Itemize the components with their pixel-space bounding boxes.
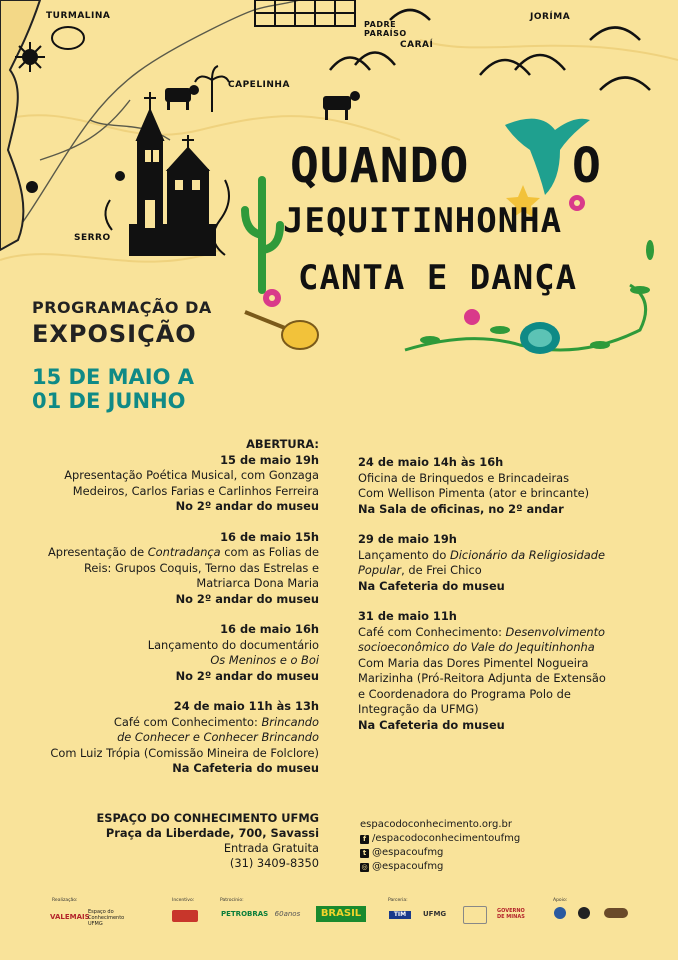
facebook-handle[interactable]: /espacodoconhecimentoufmg [372,833,521,844]
facebook-icon: f [360,835,369,844]
event-desc [29,545,319,561]
event-title-italic: Os Meninos e o Boi [210,653,319,667]
event-opening [29,437,319,515]
event-desc-c: com as Folias de [220,545,319,559]
facebook-row[interactable] [360,832,520,846]
event-desc-italic [29,653,319,669]
ufmg-logo: UFMG [423,910,447,918]
event-location: Na Sala de oficinas, no 2º andar [358,501,564,516]
event-location: Na Cafeteria do museu [358,717,505,732]
governo-text: GOVERNO DE MINAS [497,908,525,920]
event-desc-italic-line [29,730,319,746]
event-desc-italic: socioeconômico do Vale do Jequitinhonha [358,640,595,654]
event-oficina [358,455,658,517]
event-desc [29,715,319,731]
program-dates-2: 01 DE JUNHO [32,389,186,413]
event-date: 29 de maio 19h [358,532,457,546]
library-logo [463,906,487,924]
map-label-padre-paraiso-text: PADRE PARAÍSO [364,20,407,38]
sponsor-label-apoio: Apoio: [553,898,568,903]
abertura-label: ABERTURA: [246,437,319,451]
map-label-carai: CARAÍ [400,40,434,50]
event-desc: Com Wellison Pimenta (ator e brincante) [358,486,590,500]
program-heading-2: EXPOSIÇÃO [32,320,197,348]
venue-address: Praça da Liberdade, 700, Savassi [105,826,319,840]
valemais-logo: VALEMAIS [50,913,90,921]
event-contradanca [29,530,319,608]
event-date: 16 de maio 15h [220,529,319,544]
event-desc-italic-line [358,640,658,656]
event-desc: e Coordenadora do Programa Polo de [358,686,571,701]
event-location: No 2º andar do museu [175,499,319,513]
sponsor-label-realizacao: Realização: [52,898,78,903]
event-desc [358,563,658,579]
venue-info [97,811,319,871]
event-date: 31 de maio 11h [358,609,457,623]
event-date: 15 de maio 19h [220,452,319,467]
instagram-row[interactable] [360,860,520,874]
event-date: 24 de maio 11h às 13h [173,699,319,713]
events-right-column [358,455,658,748]
event-documentario [29,622,319,684]
event-desc-a: Café com Conhecimento: [358,624,506,639]
twitter-handle[interactable]: @espacoufmg [372,847,444,858]
event-desc-italic: de Conhecer e Conhecer Brincando [117,730,319,744]
event-desc-italic: Desenvolvimento [505,624,606,639]
twitter-row[interactable] [360,846,520,860]
incentivo-logo [172,910,198,922]
espaco-logo [88,909,140,927]
map-label-serro: SERRO [74,233,111,243]
event-desc: Matriarca Dona Maria [196,576,319,590]
event-desc-italic: Brincando [261,714,319,729]
venue-phone: (31) 3409-8350 [229,856,319,870]
event-desc-a: Apresentação de [47,545,148,559]
event-desc [358,548,658,564]
event-location: Na Cafeteria do museu [172,761,319,775]
event-cafe-desenvolvimento [358,609,658,733]
event-desc: Apresentação Poética Musical, com Gonzaga [64,468,319,482]
event-desc-italic: Contradança [147,545,221,559]
events-left-column [29,437,319,792]
event-desc: Marizinha (Pró-Reitora Adjunta de Extensão [358,671,606,685]
event-desc: Medeiros, Carlos Farias e Carlinhos Ferreira [72,483,319,498]
program-heading-1: PROGRAMAÇÃO DA [32,298,212,317]
event-desc: Oficina de Brinquedos e Brincadeiras [358,470,570,485]
event-dicionario [358,532,658,594]
contact-info [360,818,520,874]
petrobras-logo [221,910,300,918]
map-label-turmalina: TURMALINA [46,11,111,21]
sponsor-label-patrocinio: Patrocínio: [220,898,244,903]
program-dates-1: 15 DE MAIO A [32,365,195,389]
instagram-handle[interactable]: @espacoufmg [372,861,444,872]
event-desc-italic: Popular [358,563,402,577]
venue-name: ESPAÇO DO CONHECIMENTO UFMG [96,811,319,825]
tim-text: TIM [393,911,407,918]
event-cafe-brincando [29,699,319,777]
event-date: 24 de maio 14h às 16h [358,455,504,469]
event-desc: Com Luiz Trópia (Comissão Mineira de Folclore) [50,745,319,760]
event-location: No 2º andar do museu [175,668,319,683]
website-link[interactable]: espacodoconhecimento.org.br [360,819,512,830]
event-location: No 2º andar do museu [175,591,319,606]
event-desc: Integração da UFMG) [358,702,479,716]
sixty-years-text: 60anos [274,910,301,918]
espaco-logo-text: Espaço do Conhecimento UFMG [88,909,125,927]
event-desc: Reis: Grupos Coquis, Terno das Estrelas e [84,560,319,575]
title-line-2: JEQUITINHONHA [283,201,563,241]
event-desc: Lançamento do documentário [147,637,319,652]
sponsor-label-incentivo: Incentivo: [172,898,195,903]
instagram-icon: ◎ [361,862,368,871]
governo-logo [497,908,533,920]
title-quando: QUANDO [290,138,470,194]
apoio-logo-2 [578,907,590,919]
brasil-text: BRASIL [320,908,362,919]
title-line-3: CANTA E DANÇA [298,258,578,298]
event-desc-a: Café com Conhecimento: [113,714,262,729]
apoio-logo-1 [554,907,566,919]
map-label-capelinha: CAPELINHA [228,80,290,90]
event-desc-italic: Dicionário da Religiosidade [450,547,605,562]
event-date: 16 de maio 16h [220,622,319,636]
event-desc [358,625,658,641]
twitter-icon: t [360,849,369,858]
event-desc: Com Maria das Dores Pimentel Nogueira [358,655,589,670]
petrobras-text: PETROBRAS [221,910,269,918]
map-label-jorima: JORÍMA [530,12,571,22]
title-line-1 [290,138,469,194]
title-o: O [572,138,602,194]
event-location: Na Cafeteria do museu [358,578,505,593]
event-desc-b: , de Frei Chico [401,563,482,577]
event-desc-a: Lançamento do [358,547,450,562]
map-label-padre-paraiso [364,20,407,38]
brasil-logo [316,906,366,922]
apoio-logo-3 [604,908,628,918]
sponsor-label-parceria: Parceria: [388,898,408,903]
tim-logo [389,911,411,919]
venue-entry: Entrada Gratuita [223,841,319,855]
